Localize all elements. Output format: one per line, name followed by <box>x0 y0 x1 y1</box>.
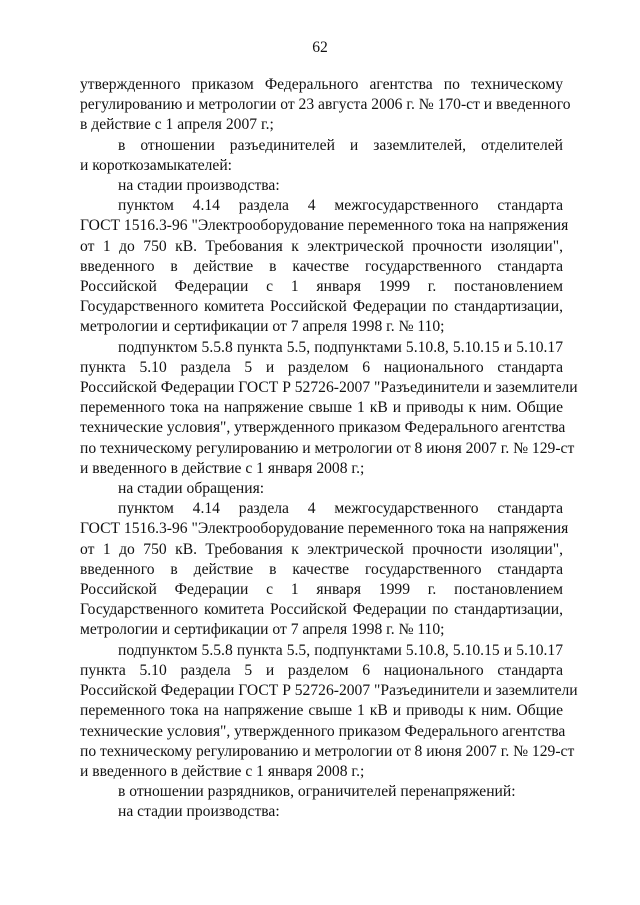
text-line: в действие с 1 апреля 2007 г.; <box>80 116 274 134</box>
text-line: по техническому регулированию и метрологии от 8 июня 2007 г. № 129-ст <box>80 742 575 760</box>
paragraph <box>80 196 569 337</box>
text-line: метрологии и сертификации от 7 апреля 1998 г. № 110; <box>80 621 445 639</box>
paragraph <box>80 479 563 499</box>
text-line: на стадии производства: <box>118 803 280 821</box>
text-line: Государственного комитета Российской Федерации по стандартизации, <box>80 601 563 619</box>
paragraph <box>80 75 571 136</box>
text-line: пунктом 4.14 раздела 4 межгосударственного стандарта <box>118 500 563 518</box>
paragraph <box>80 499 569 640</box>
text-line: метрологии и сертификации от 7 апреля 1998 г. № 110; <box>80 318 445 336</box>
text-line: ГОСТ 1516.3-96 "Электрооборудование переменного тока на напряжения <box>80 520 569 538</box>
text-line: от 1 до 750 кВ. Требования к электрической прочности изоляции", <box>80 237 563 255</box>
paragraph <box>80 338 578 479</box>
text-line: технические условия", утвержденного приказом Федерального агентства <box>80 722 566 740</box>
text-line: по техническому регулированию и метрологии от 8 июня 2007 г. № 129-ст <box>80 439 575 457</box>
text-line: от 1 до 750 кВ. Требования к электрической прочности изоляции", <box>80 540 563 558</box>
text-line: и введенного в действие с 1 января 2008 г.; <box>80 762 365 780</box>
text-line: Государственного комитета Российской Федерации по стандартизации, <box>80 298 563 316</box>
text-line: технические условия", утвержденного приказом Федерального агентства <box>80 419 566 437</box>
text-line: утвержденного приказом Федерального агентства по техническому <box>80 76 563 93</box>
text-line: Российской Федерации ГОСТ Р 52726-2007 "Разъединители и заземлители <box>80 682 578 700</box>
text-line: на стадии обращения: <box>118 480 265 498</box>
text-line: и короткозамыкателей: <box>80 156 233 174</box>
paragraph <box>80 176 563 196</box>
text-line: пунктом 4.14 раздела 4 межгосударственного стандарта <box>118 197 563 215</box>
text-line: пункта 5.10 раздела 5 и разделом 6 национального стандарта <box>80 661 563 679</box>
text-line: в отношении разъединителей и заземлителей, отделителей <box>118 136 563 154</box>
paragraph <box>80 136 563 176</box>
text-line: переменного тока на напряжение свыше 1 кВ и приводы к ним. Общие <box>80 702 563 720</box>
text-line: введенного в действие в качестве государственного стандарта <box>80 560 563 578</box>
text-line: Российской Федерации ГОСТ Р 52726-2007 "Разъединители и заземлители <box>80 379 578 397</box>
paragraph <box>80 802 563 822</box>
text-line: и введенного в действие с 1 января 2008 г.; <box>80 459 365 477</box>
page-number: 62 <box>312 39 328 56</box>
text-line: Российской Федерации с 1 января 1999 г. постановлением <box>80 581 563 599</box>
document-body <box>80 75 578 823</box>
text-line: переменного тока на напряжение свыше 1 кВ и приводы к ним. Общие <box>80 399 563 417</box>
paragraph <box>80 782 563 802</box>
text-line: введенного в действие в качестве государственного стандарта <box>80 257 563 275</box>
text-line: на стадии производства: <box>118 177 280 195</box>
text-line: регулированию и метрологии от 23 августа 2006 г. № 170-ст и введенного <box>80 96 571 114</box>
text-line: пункта 5.10 раздела 5 и разделом 6 национального стандарта <box>80 358 563 376</box>
text-line: ГОСТ 1516.3-96 "Электрооборудование переменного тока на напряжения <box>80 217 569 235</box>
text-line: Российской Федерации с 1 января 1999 г. постановлением <box>80 278 563 296</box>
text-line: подпунктом 5.5.8 пункта 5.5, подпунктами 5.10.8, 5.10.15 и 5.10.17 <box>118 641 563 659</box>
paragraph <box>80 641 578 782</box>
text-line: подпунктом 5.5.8 пункта 5.5, подпунктами 5.10.8, 5.10.15 и 5.10.17 <box>118 338 563 356</box>
text-line: в отношении разрядников, ограничителей перенапряжений: <box>118 783 516 801</box>
